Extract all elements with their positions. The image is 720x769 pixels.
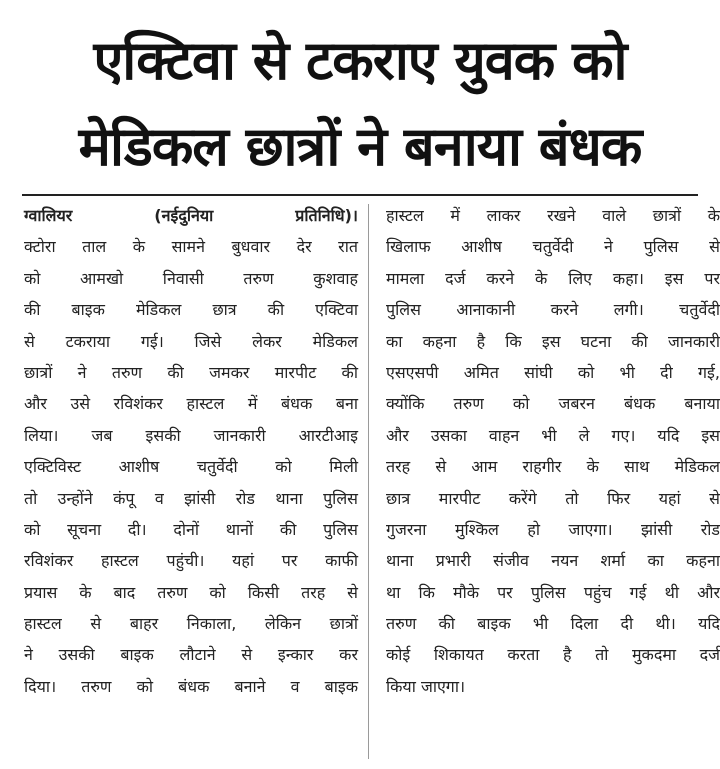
body-line: को आमखो निवासी तरुण कुशवाह: [24, 268, 358, 288]
body-column-right: [386, 200, 720, 702]
body-line: तरह से आम राहगीर के साथ मेडिकल: [386, 457, 720, 477]
body-line: एक्टिविस्ट आशीष चतुर्वेदी को मिली: [24, 457, 358, 477]
column-divider: [368, 204, 369, 759]
body-line: तरुण की बाइक भी दिला दी थी। यदि: [386, 614, 720, 634]
body-column-left: [24, 200, 358, 702]
body-line: ने उसकी बाइक लौटाने से इन्कार कर: [24, 645, 358, 665]
body-line: क्योंकि तरुण को जबरन बंधक बनाया: [386, 394, 720, 414]
body-line: था कि मौके पर पुलिस पहुंच गई थी और: [386, 582, 720, 602]
body-line: छात्रों ने तरुण की जमकर मारपीट की: [24, 362, 358, 382]
body-line: छात्र मारपीट करेंगे तो फिर यहां से: [386, 488, 720, 508]
headline-line-2: मेडिकल छात्रों ने बनाया बंधक: [78, 115, 642, 178]
body-line: एसएसपी अमित सांघी को भी दी गई,: [386, 362, 720, 382]
body-line: और उसे रविशंकर हास्टल में बंधक बना: [24, 394, 358, 414]
body-line: लिया। जब इसकी जानकारी आरटीआइ: [24, 425, 358, 445]
body-line: कोई शिकायत करता है तो मुकदमा दर्ज: [386, 645, 720, 665]
body-line: हास्टल से बाहर निकाला, लेकिन छात्रों: [24, 614, 358, 634]
body-line: रविशंकर हास्टल पहुंची। यहां पर काफी: [24, 551, 358, 571]
body-line: किया जाएगा।: [386, 676, 466, 696]
body-line: क्टोरा ताल के सामने बुधवार देर रात: [24, 237, 358, 257]
body-line: से टकराया गई। जिसे लेकर मेडिकल: [24, 331, 358, 351]
body-line: गुजरना मुश्किल हो जाएगा। झांसी रोड: [386, 519, 720, 539]
body-line: तो उन्होंने कंपू व झांसी रोड थाना पुलिस: [24, 488, 358, 508]
headline-line-1: एक्टिवा से टकराए युवक को: [93, 29, 627, 92]
body-line: पुलिस आनाकानी करने लगी। चतुर्वेदी: [386, 300, 720, 320]
body-line: को सूचना दी। दोनों थानों की पुलिस: [24, 519, 358, 539]
body-line: और उसका वाहन भी ले गए। यदि इस: [386, 425, 720, 445]
body-line: थाना प्रभारी संजीव नयन शर्मा का कहना: [386, 551, 720, 571]
body-line: दिया। तरुण को बंधक बनाने व बाइक: [24, 676, 358, 696]
body-line: खिलाफ आशीष चतुर्वेदी ने पुलिस से: [386, 237, 720, 257]
dateline: ग्वालियर (नईदुनिया प्रतिनिधि)।: [24, 206, 358, 225]
body-line: हास्टल में लाकर रखने वाले छात्रों के: [386, 206, 720, 225]
body-line: प्रयास के बाद तरुण को किसी तरह से: [24, 582, 358, 602]
body-line: मामला दर्ज करने के लिए कहा। इस पर: [386, 268, 720, 288]
body-line: की बाइक मेडिकल छात्र की एक्टिवा: [24, 300, 358, 320]
body-line: का कहना है कि इस घटना की जानकारी: [386, 331, 720, 351]
headline-divider: [22, 194, 698, 196]
